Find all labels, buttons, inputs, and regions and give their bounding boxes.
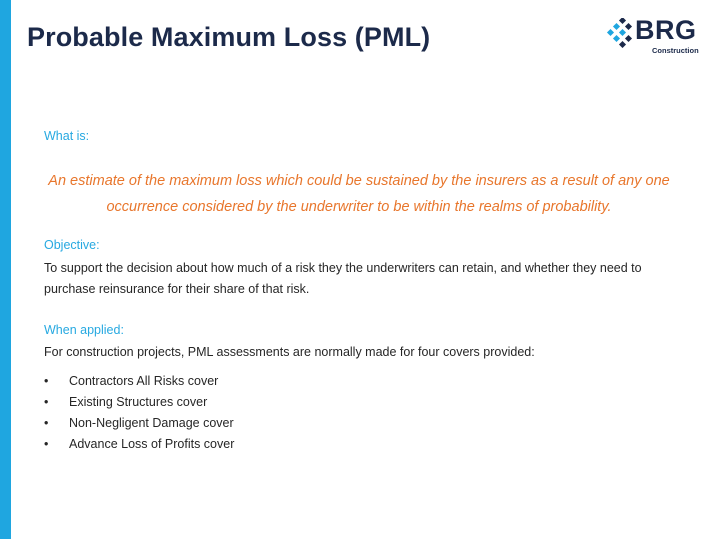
bullet-icon: •: [44, 395, 49, 409]
list-item-text: Non-Negligent Damage cover: [69, 416, 234, 430]
logo-wordmark: BRG: [635, 15, 697, 45]
when-applied-text: For construction projects, PML assessments are normally made for four covers provided:: [44, 345, 535, 359]
list-item-text: Advance Loss of Profits cover: [69, 437, 235, 451]
objective-text: To support the decision about how much of a risk they the underwriters can retain, and whether they need to purchase reinsurance for their share of that risk.: [44, 261, 642, 296]
brg-logo: [606, 14, 706, 60]
logo-subtitle: Construction: [652, 46, 699, 55]
objective-heading: Objective:: [44, 238, 100, 252]
what-is-heading: What is:: [44, 129, 90, 143]
bullet-icon: •: [44, 374, 49, 388]
slide-title: Probable Maximum Loss (PML): [27, 22, 431, 52]
logo-diamond-icon: [606, 18, 636, 48]
list-item-text: Contractors All Risks cover: [69, 374, 219, 388]
accent-bar: [0, 0, 11, 539]
list-item-text: Existing Structures cover: [69, 395, 208, 409]
bullet-icon: •: [44, 437, 49, 451]
pml-definition: An estimate of the maximum loss which could be sustained by the insurers as a result of any one occurrence considered by the underwriter to be within the realms of probability.: [48, 173, 670, 215]
when-applied-heading: When applied:: [44, 323, 124, 337]
bullet-icon: •: [44, 416, 49, 430]
